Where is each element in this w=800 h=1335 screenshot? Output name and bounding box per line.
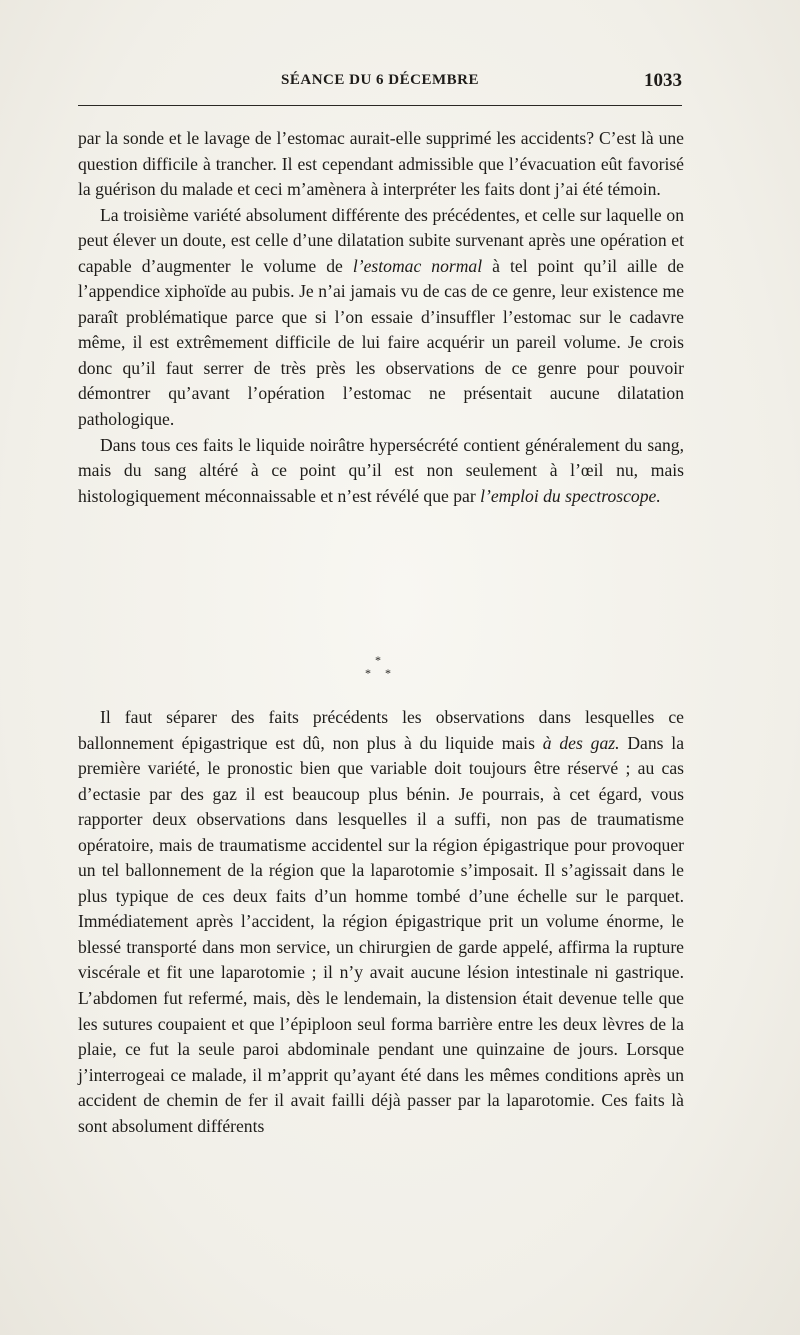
header-title: SÉANCE DU 6 DÉCEMBRE bbox=[281, 72, 479, 88]
asterism-separator bbox=[360, 654, 400, 682]
paragraph-2 bbox=[78, 203, 684, 433]
header-rule bbox=[78, 105, 682, 106]
paragraph-4-italic: à des gaz. bbox=[542, 732, 620, 753]
page-number: 1033 bbox=[644, 70, 682, 91]
paragraph-1: par la sonde et le lavage de l’estomac aurait-elle supprimé les accidents? C’est là une question difficile à trancher. Il est cependant admissible que l’évacuation eût favorisé la guérison du malade et ceci m’amènera à interpréter les faits dont j’ai été témoin. bbox=[78, 128, 684, 200]
paragraph-4 bbox=[78, 705, 684, 1139]
paragraph-3-text-a: Dans tous ces faits le liquide noirâtre hypersécrété contient généralement du sang, mais du sang altéré à ce point qu’il est non seulement à l’œil nu, mais histologiquement méconnaissable et n’est révélé que par bbox=[78, 434, 684, 506]
paragraph-2-text-a: La troisième variété absolument différente des précédentes, et celle sur laquelle on peut élever un doute, est celle d’une dilatation subite survenant après une opération et capable d’augmenter le volume de bbox=[78, 204, 684, 276]
asterism-star-right: * bbox=[385, 666, 391, 680]
paragraph-3 bbox=[78, 433, 684, 510]
paragraph-2-text-b: à tel point qu’il aille de l’appendice xiphoïde au pubis. Je n’ai jamais vu de cas de ce genre, leur existence me paraît problématique parce que si l’on essaie d’insuffler l’estomac sur le cadavre même, il est extrêmement difficile de lui faire acquérir un pareil volume. Je crois donc qu’il faut serrer de très près les observations de ce genre pour pouvoir démontrer qu’avant l’opération l’estomac ne présentait aucune dilatation pathologique. bbox=[78, 255, 684, 430]
body-text-upper bbox=[78, 126, 684, 509]
running-head bbox=[78, 72, 682, 98]
paragraph-3-italic: l’emploi du spectroscope. bbox=[480, 485, 661, 506]
paragraph-2-italic: l’estomac normal bbox=[352, 255, 483, 276]
paragraph-4-text-b: Dans la première variété, le pronostic bien que variable doit toujours être réservé ; au cas d’ectasie par des gaz il est beaucoup plus bénin. Je pourrais, à cet égard, vous rapporter deux observations dans lesquelles il a suffi, non pas de traumatisme opératoire, mais de traumatisme accidentel sur la région épigastrique pour provoquer un tel ballonnement de la région que la laparotomie s’imposait. Il s’agissait dans le plus typique de ces deux faits d’un homme tombé d’une échelle sur le parquet. Immédiatement après l’accident, la région épigastrique prit un volume énorme, le blessé transporté dans mon service, un chirurgien de garde appelé, affirma la rupture viscérale et fit une laparotomie ; il n’y avait aucune lésion intestinale ni gastrique. L’abdomen fut refermé, mais, dès le lendemain, la distension était devenue telle que les sutures coupaient et que l’épiploon seul forma barrière entre les deux lèvres de la plaie, ce fut la seule paroi abdominale pendant une quinzaine de jours. Lorsque j’interrogeai ce malade, il m’apprit qu’ayant été dans les mêmes conditions après un accident de chemin de fer il avait failli déjà passer par la laparotomie. Ces faits là sont absolument différents bbox=[78, 732, 685, 1136]
body-text-lower bbox=[78, 705, 684, 1139]
asterism-star-top: * bbox=[375, 653, 381, 667]
paragraph-4-text-a: Il faut séparer des faits précédents les observations dans lesquelles ce ballonnement épigastrique est dû, non plus à du liquide mais bbox=[78, 707, 684, 753]
asterism-star-left: * bbox=[365, 666, 371, 680]
